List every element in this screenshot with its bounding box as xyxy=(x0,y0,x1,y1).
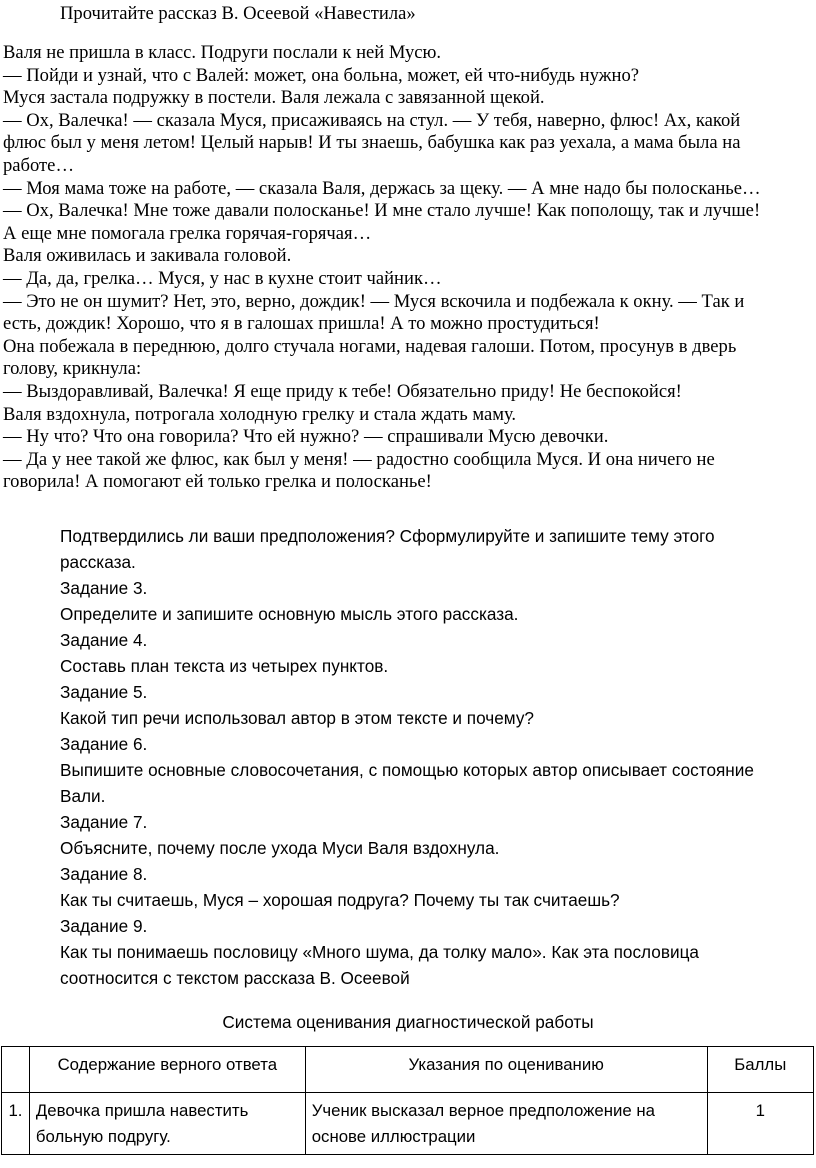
story-line: — Пойди и узнай, что с Валей: может, она больна, может, ей что-нибудь нужно? xyxy=(3,64,640,86)
task-line: соотносится с текстом рассказа В. Осеевой xyxy=(60,968,410,988)
task-line: рассказа. xyxy=(60,552,136,572)
header-content: Содержание верного ответа xyxy=(29,1047,305,1093)
table-row xyxy=(2,1093,814,1155)
story-line: работе… xyxy=(3,154,75,176)
story-line: — Выздоравливай, Валечка! Я еще приду к тебе! Обязательно приду! Не беспокойся! xyxy=(3,380,682,402)
task-line: Объясните, почему после ухода Муси Валя вздохнула. xyxy=(60,838,500,858)
story-line: Валя вздохнула, потрогала холодную грелку и стала ждать маму. xyxy=(3,403,517,425)
story-line: говорила! А помогают ей только грелка и полосканье! xyxy=(3,471,432,493)
task-line: Задание 3. xyxy=(60,578,148,598)
task-line: Составь план текста из четырех пунктов. xyxy=(60,656,389,676)
story-line: Муся застала подружку в постели. Валя лежала с завязанной щекой. xyxy=(3,87,545,109)
story-line: — Ну что? Что она говорила? Что ей нужно? — спрашивали Мусю девочки. xyxy=(3,426,609,448)
task-line: Как ты считаешь, Муся – хорошая подруга? Почему ты так считаешь? xyxy=(60,890,620,910)
task-line: Подтвердились ли ваши предположения? Сформулируйте и запишите тему этого xyxy=(60,526,715,546)
header-guide: Указания по оцениванию xyxy=(305,1047,707,1093)
story-line: есть, дождик! Хорошо, что я в галошах пришла! А то можно простудиться! xyxy=(3,313,600,335)
story-line: А еще мне помогала грелка горячая-горячая… xyxy=(3,222,372,244)
story-line: — Ох, Валечка! Мне тоже давали полосканье! И мне стало лучше! Как пополощу, так и лучше! xyxy=(3,200,761,222)
grading-title: Система оценивания диагностической работы xyxy=(222,1012,594,1032)
tasks-list xyxy=(60,523,805,991)
task-line: Задание 4. xyxy=(60,630,148,650)
row-num: 1. xyxy=(2,1093,30,1155)
story-line: Валя не пришла в класс. Подруги послали к ней Мусю. xyxy=(3,42,442,63)
header-score: Баллы xyxy=(707,1047,813,1093)
story-line: Она побежала в переднюю, долго стучала ногами, надевая галоши. Потом, просунув в дверь xyxy=(3,335,737,357)
task-line: Задание 8. xyxy=(60,864,148,884)
story-text xyxy=(3,42,811,494)
task-line: Вали. xyxy=(60,786,106,806)
task-line: Выпишите основные словосочетания, с помощью которых автор описывает состояние xyxy=(60,760,754,780)
task-line: Определите и запишите основную мысль этого рассказа. xyxy=(60,604,519,624)
task-line: Задание 9. xyxy=(60,916,148,936)
task-line: Задание 5. xyxy=(60,682,148,702)
row-score: 1 xyxy=(707,1093,813,1155)
task-line: Какой тип речи использовал автор в этом тексте и почему? xyxy=(60,708,534,728)
table-header-row xyxy=(2,1047,814,1093)
story-line: голову, крикнула: xyxy=(3,358,142,380)
task-line: Задание 7. xyxy=(60,812,148,832)
story-line: Валя оживилась и закивала головой. xyxy=(3,245,292,267)
header-num xyxy=(2,1047,30,1093)
story-line: — Да, да, грелка… Муся, у нас в кухне стоит чайник… xyxy=(3,267,442,289)
row-content: Девочка пришла навестить больную подругу. xyxy=(29,1093,305,1155)
story-line: — Да у нее такой же флюс, как был у меня! — радостно сообщила Муся. И она ничего не xyxy=(3,448,715,470)
row-guide: Ученик высказал верное предположение на основе иллюстрации xyxy=(305,1093,707,1155)
page-title: Прочитайте рассказ В. Осеевой «Навестила» xyxy=(60,3,416,24)
story-line: — Это не он шумит? Нет, это, верно, дождик! — Муся вскочила и подбежала к окну. — Так и xyxy=(3,290,745,312)
task-line: Задание 6. xyxy=(60,734,148,754)
task-line: Как ты понимаешь пословицу «Много шума, да толку мало». Как эта пословица xyxy=(60,942,699,962)
story-line: — Моя мама тоже на работе, — сказала Валя, держась за щеку. — А мне надо бы полосканье… xyxy=(3,177,761,199)
story-line: флюс был у меня летом! Целый нарыв! И ты знаешь, бабушка как раз уехала, а мама была на xyxy=(3,132,741,154)
story-line: — Ох, Валечка! — сказала Муся, присаживаясь на стул. — У тебя, наверно, флюс! Ах, какой xyxy=(3,109,741,131)
grading-table xyxy=(1,1046,814,1155)
